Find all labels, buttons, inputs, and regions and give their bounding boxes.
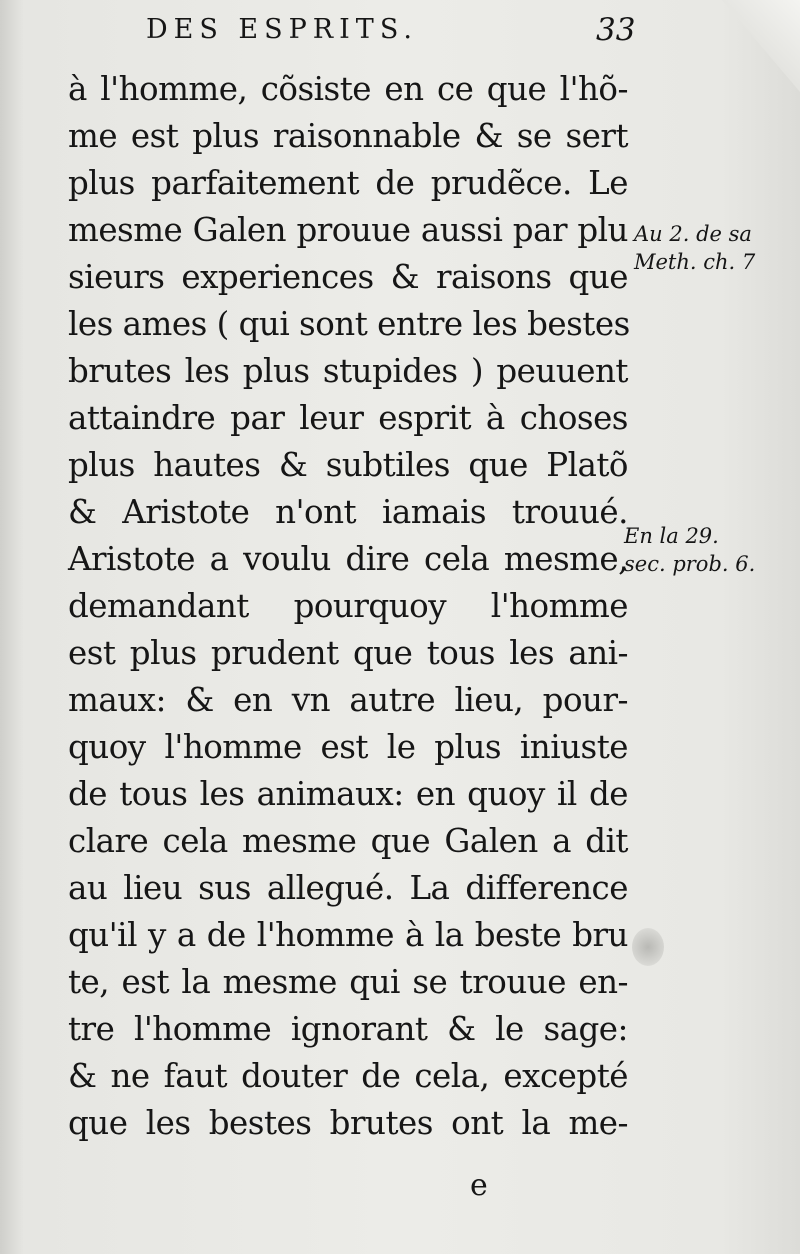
text-line: Aristote a voulu dire cela mesme,	[68, 540, 628, 578]
text-line: est plus prudent que tous les ani-	[68, 634, 628, 672]
text-line: clare cela mesme que Galen a dit	[68, 822, 628, 860]
text-line: mesme Galen prouue aussi par plu	[68, 211, 628, 249]
text-line: qu'il y a de l'homme à la beste bru	[68, 916, 628, 954]
text-line: maux: & en vn autre lieu, pour-	[68, 681, 628, 719]
page-number: 33	[596, 12, 636, 48]
text-line: au lieu sus allegué. La difference	[68, 869, 628, 907]
margin-note	[634, 220, 755, 276]
text-line: & Aristote n'ont iamais trouué.	[68, 493, 628, 531]
text-line: à l'homme, cõsiste en ce que l'hõ-	[68, 70, 628, 108]
text-line: demandant pourquoy l'homme	[68, 587, 628, 625]
text-line: plus parfaitement de prudẽce. Le	[68, 164, 628, 202]
text-line: quoy l'homme est le plus iniuste	[68, 728, 628, 766]
margin-note-line: Au 2. de sa	[634, 222, 752, 246]
text-line: me est plus raisonnable & se sert	[68, 117, 628, 155]
running-title: DES ESPRITS.	[146, 14, 418, 45]
margin-note-line: sec. prob. 6.	[624, 552, 756, 576]
ink-blot	[632, 928, 664, 966]
text-line: que les bestes brutes ont la me-	[68, 1104, 628, 1142]
text-line: de tous les animaux: en quoy il de	[68, 775, 628, 813]
running-header	[146, 12, 666, 48]
text-line: attaindre par leur esprit à choses	[68, 399, 628, 437]
text-line: brutes les plus stupides ) peuuent	[68, 352, 628, 390]
margin-note-line: Meth. ch. 7	[634, 250, 756, 274]
text-line: les ames ( qui sont entre les bestes	[68, 305, 630, 343]
margin-note-line: En la 29.	[624, 524, 719, 548]
text-line: plus hautes & subtiles que Platõ	[68, 446, 628, 484]
catchword: e	[470, 1168, 488, 1203]
text-line: tre l'homme ignorant & le sage:	[68, 1010, 628, 1048]
body-text	[68, 66, 628, 1147]
text-line: sieurs experiences & raisons que	[68, 258, 628, 296]
folded-corner	[722, 0, 800, 92]
text-line: & ne faut douter de cela, excepté	[68, 1057, 628, 1095]
text-line: te, est la mesme qui se trouue en-	[68, 963, 628, 1001]
margin-note	[624, 522, 755, 578]
